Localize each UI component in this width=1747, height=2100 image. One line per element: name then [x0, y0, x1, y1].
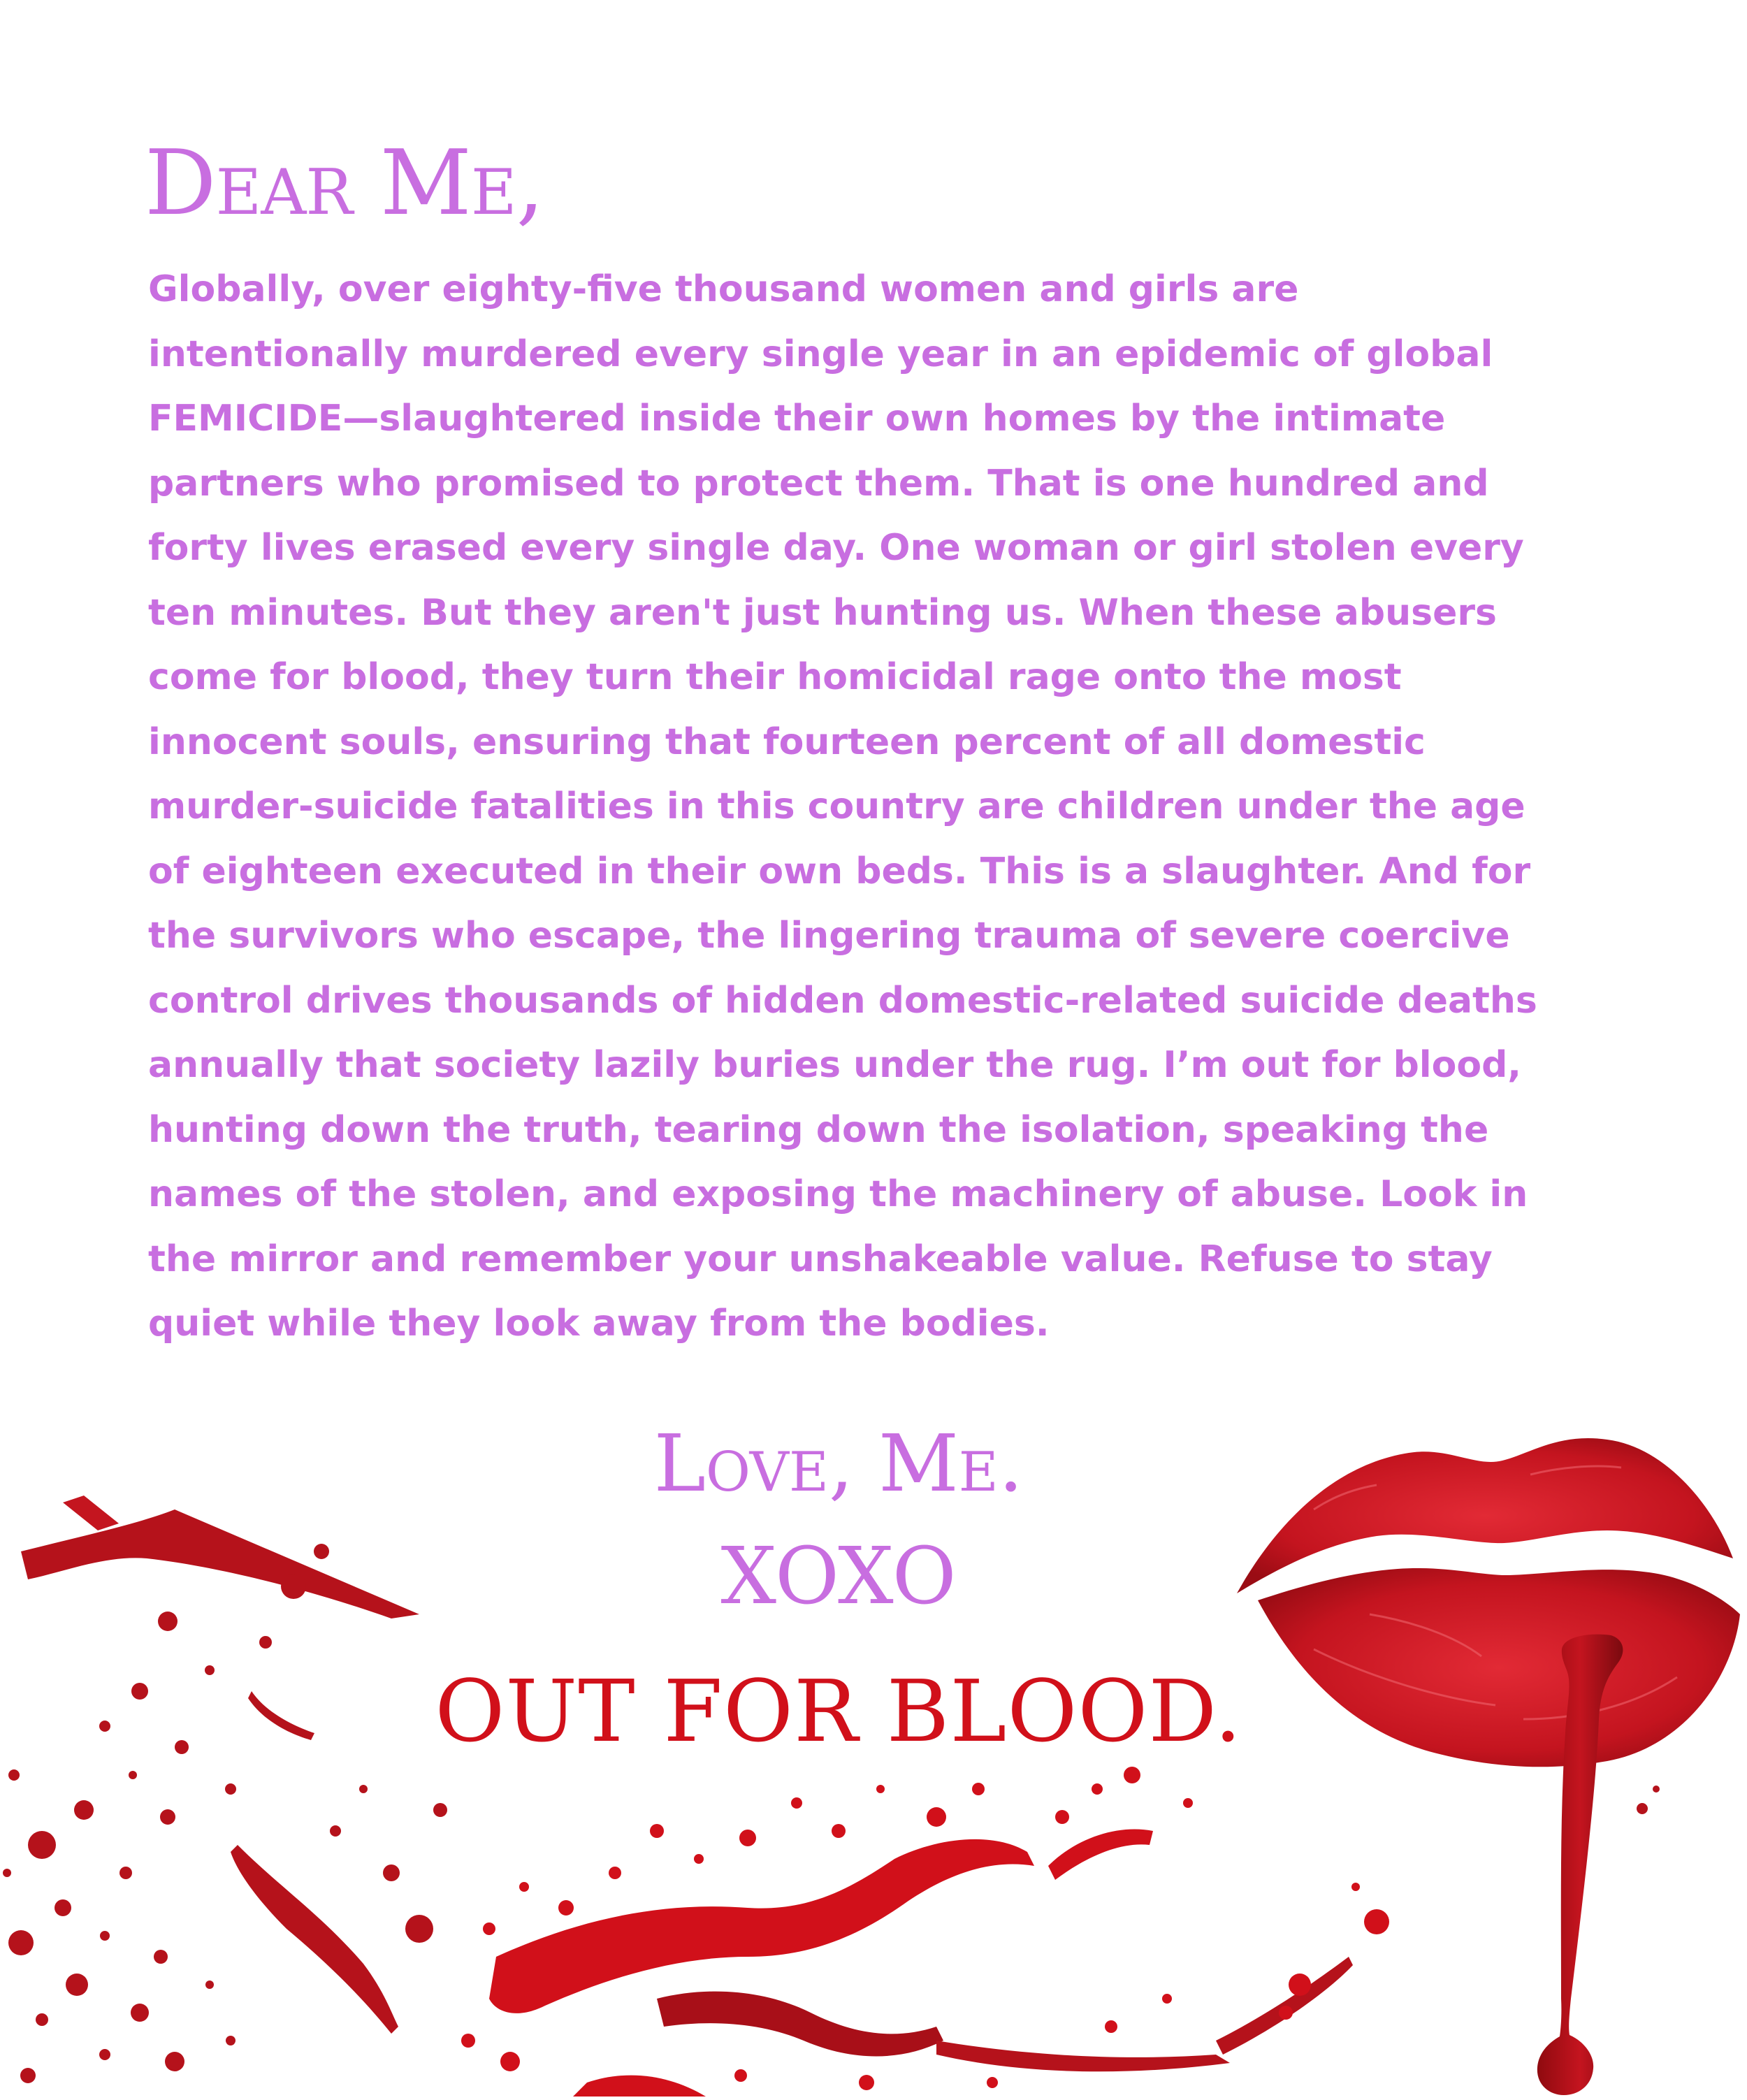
red-lipstick-kiss-print [1230, 1426, 1747, 2097]
letter-closing: Love, Me. [653, 1419, 1024, 1509]
letter-kisses: XOXO [720, 1531, 957, 1622]
tagline: OUT FOR BLOOD. [435, 1662, 1242, 1761]
letter-body: Globally, over eighty-five thousand women and girls are intentionally murdered every single year in an epidemic of global FEMICIDE—slaughtered inside their own homes by the intimate partners who promised to protect them. That is one hundred and forty lives erased every single day. One woman or girl stolen every ten minutes. But they aren't just hunting us. When these abusers come for blood, they turn their homicidal rage onto the most innocent souls, ensuring that fourteen percent of all domestic murder-suicide fatalities in this country are children under the age of eighteen executed in their own beds. This is a slaughter. And for the survivors who escape, the lingering trauma of severe coercive control drives thousands of hidden domestic-related suicide deaths annually that society lazily buries under the rug. I’m out for blood, hunting down the truth, tearing down the isolation, speaking the names of the stolen, and exposing the machinery of abuse. Look in the mirror and remember your unshakeable value. Refuse to stay quiet while they look away from the bodies. [148, 268, 1537, 1345]
letter-greeting: Dear Me, [145, 131, 544, 236]
